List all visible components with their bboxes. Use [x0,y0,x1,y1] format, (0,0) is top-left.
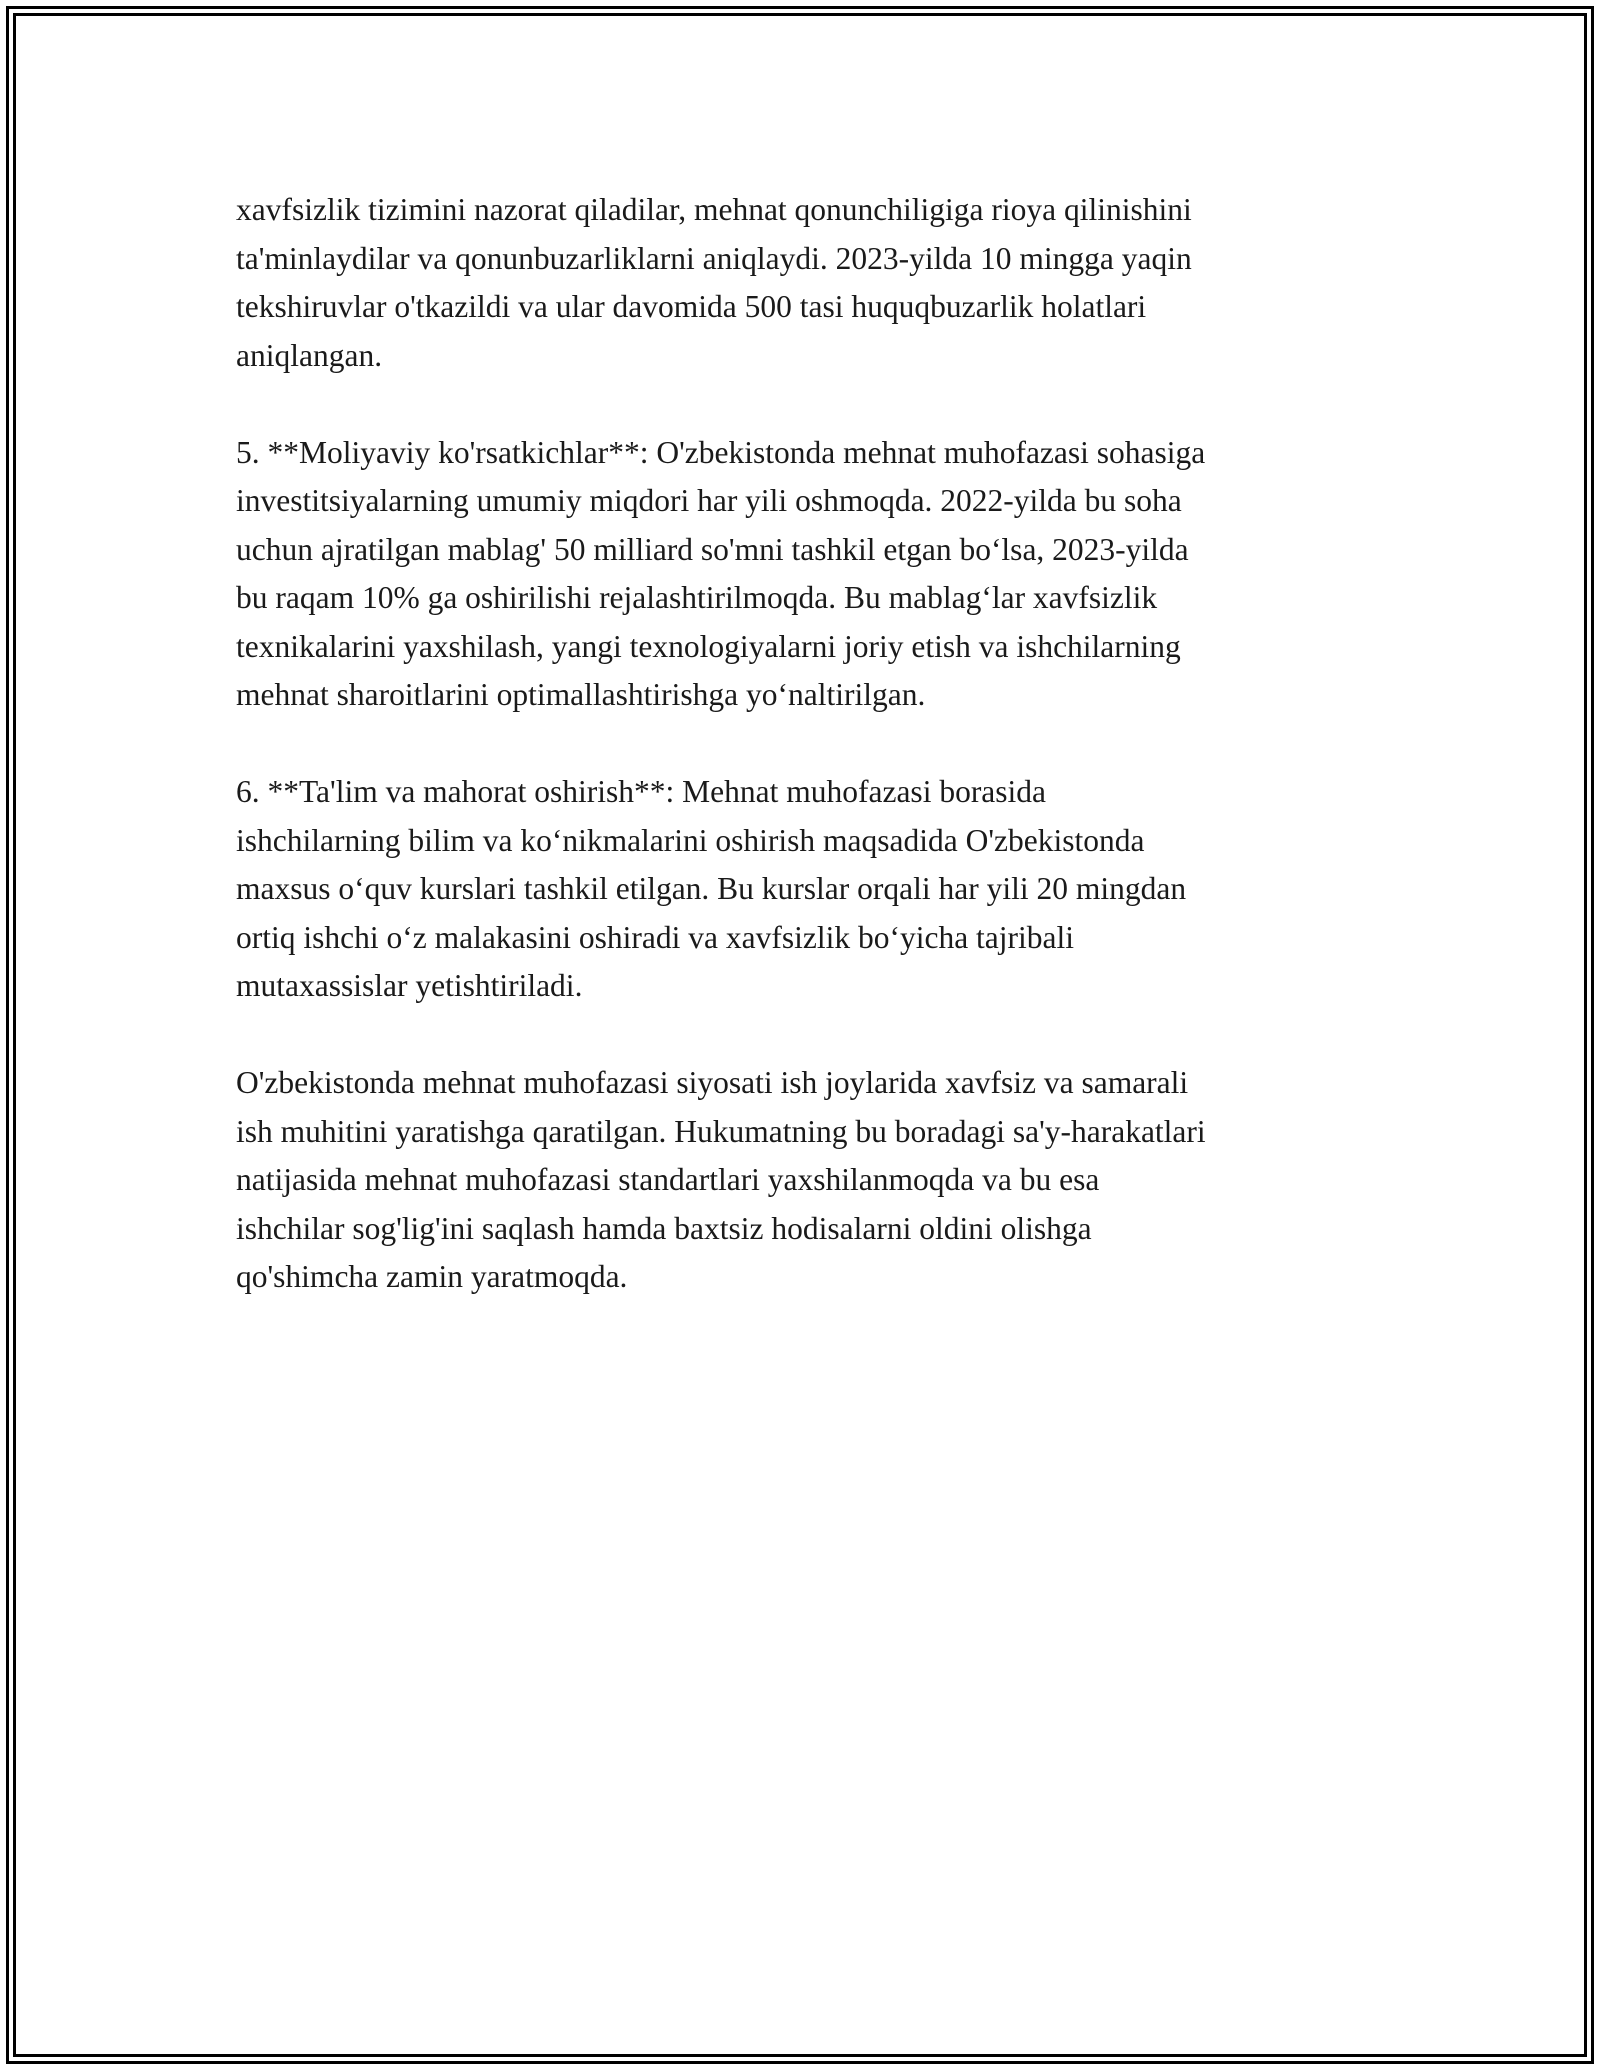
paragraph-education-training: 6. **Ta'lim va mahorat oshirish**: Mehnat muhofazasi borasida ishchilarning bilim va ko‘nikmalarini oshirish maqsadida O'zbekistonda maxsus o‘quv kurslari tashkil etilgan. Bu kurslar orqali har yili 20 mingdan ortiq ishchi o‘z malakasini oshiradi va xavfsizlik bo‘yicha tajribali mutaxassislar yetishtiriladi. [236,774,1187,1003]
paragraph-inspection-results: xavfsizlik tizimini nazorat qiladilar, mehnat qonunchiligiga rioya qilinishini ta'minlaydilar va qonunbuzarliklarni aniqlaydi. 2023-yilda 10 mingga yaqin tekshiruvlar o'tkazildi va ular davomida 500 tasi huquqbuzarlik holatlari aniqlangan. [236,192,1192,373]
paragraph-financial-indicators: 5. **Moliyaviy ko'rsatkichlar**: O'zbekistonda mehnat muhofazasi sohasiga investitsiyalarning umumiy miqdori har yili oshmoqda. 2022-yilda bu soha uchun ajratilgan mablag' 50 milliard so'mni tashkil etgan bo‘lsa, 2023-yilda bu raqam 10% ga oshirilishi rejalashtirilmoqda. Bu mablag‘lar xavfsizlik texnikalarini yaxshilash, yangi texnologiyalarni joriy etish va ishchilarning mehnat sharoitlarini optimallashtirishga yo‘naltirilgan. [236,434,1206,712]
paragraph-conclusion: O'zbekistonda mehnat muhofazasi siyosati ish joylarida xavfsiz va samarali ish muhitini yaratishga qaratilgan. Hukumatning bu boradagi sa'y-harakatlari natijasida mehnat muhofazasi standartlari yaxshilanmoqda va bu esa ishchilar sog'lig'ini saqlash hamda baxtsiz hodisalarni oldini olishga qo'shimcha zamin yaratmoqda. [236,1065,1206,1294]
document-body [236,186,1386,1350]
